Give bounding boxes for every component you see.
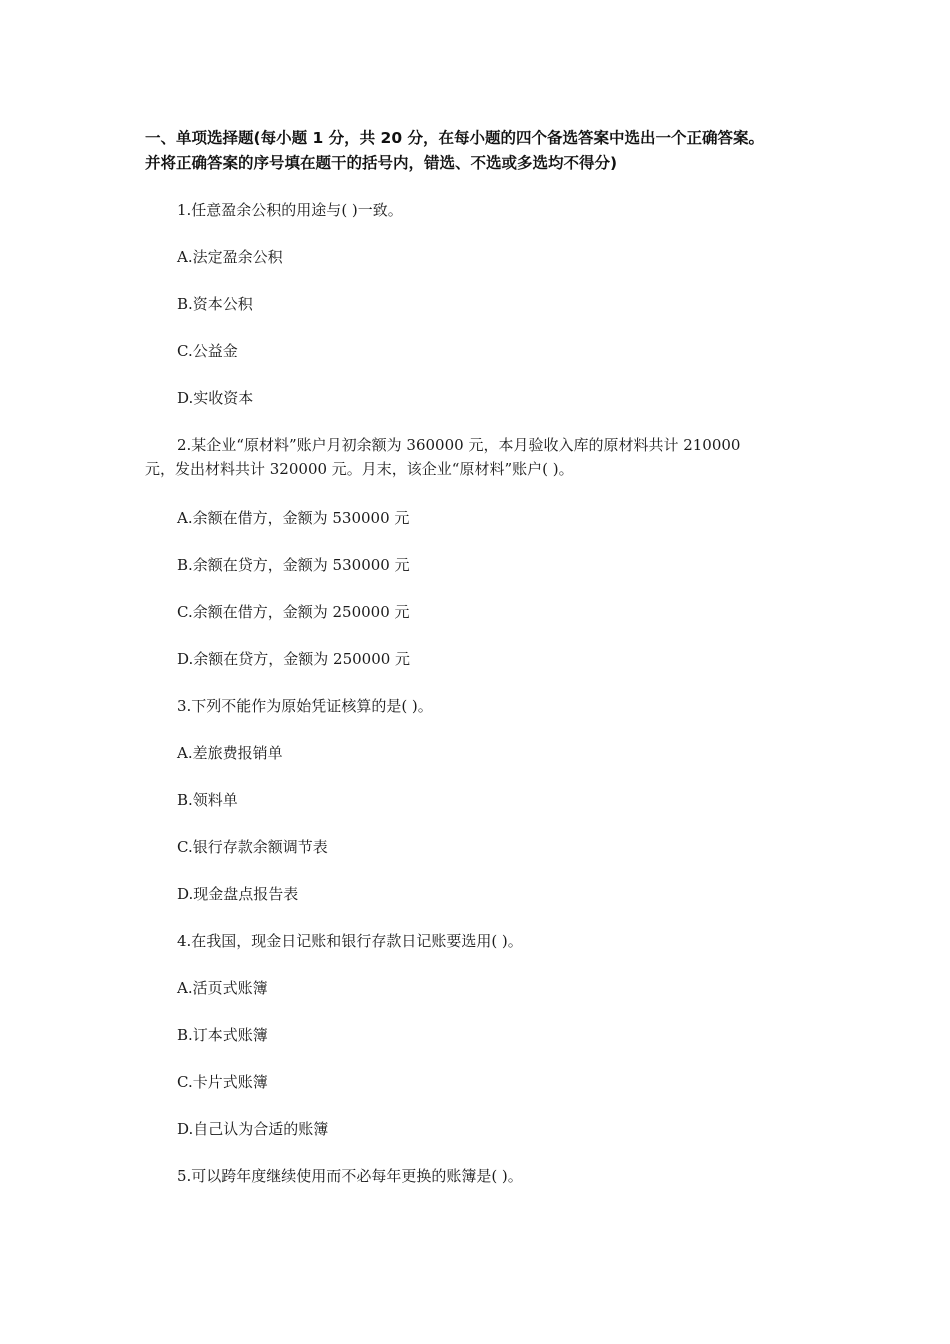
answer-option [145, 386, 815, 410]
section-heading-line: 并将正确答案的序号填在题干的括号内，错选、不选或多选均不得分) [145, 154, 618, 172]
section-heading-line: 一、单项选择题(每小题 1 分，共 20 分，在每小题的四个备选答案中选出一个正确答案。 [145, 129, 765, 147]
question-stem [145, 433, 815, 481]
paragraph-line: C.卡片式账簿 [177, 1073, 268, 1091]
answer-option [145, 1023, 815, 1047]
paragraph-line: A.活页式账簿 [177, 979, 268, 997]
answer-option [145, 245, 815, 269]
answer-option [145, 647, 815, 671]
section-heading [145, 126, 825, 176]
question-stem [145, 929, 815, 953]
paragraph-line: 2.某企业“原材料”账户月初余额为 360000 元，本月验收入库的原材料共计 210000 [177, 436, 741, 454]
paragraph-line: A.法定盈余公积 [177, 248, 283, 266]
paragraph-line: A.余额在借方，金额为 530000 元 [177, 509, 410, 527]
answer-option [145, 1117, 815, 1141]
paragraph-line: D.自己认为合适的账簿 [177, 1120, 329, 1138]
paragraph-line: B.领料单 [177, 791, 238, 809]
answer-option [145, 788, 815, 812]
paragraph-line: C.余额在借方，金额为 250000 元 [177, 603, 410, 621]
answer-option [145, 600, 815, 624]
answer-option [145, 835, 815, 859]
paragraph-line: B.余额在贷方，金额为 530000 元 [177, 556, 410, 574]
paragraph-line: D.余额在贷方，金额为 250000 元 [177, 650, 411, 668]
paragraph-line: C.公益金 [177, 342, 238, 360]
paragraph-line: D.现金盘点报告表 [177, 885, 299, 903]
answer-option [145, 1070, 815, 1094]
paragraph-line: C.银行存款余额调节表 [177, 838, 328, 856]
paragraph-line: 元，发出材料共计 320000 元。月末，该企业“原材料”账户( )。 [145, 460, 574, 478]
answer-option [145, 506, 815, 530]
paragraph-line: B.订本式账簿 [177, 1026, 268, 1044]
paragraph-line: A.差旅费报销单 [177, 744, 283, 762]
paragraph-line: 5.可以跨年度继续使用而不必每年更换的账簿是( )。 [177, 1167, 523, 1185]
question-stem [145, 198, 815, 222]
answer-option [145, 292, 815, 316]
answer-option [145, 976, 815, 1000]
paragraph-line: 3.下列不能作为原始凭证核算的是( )。 [177, 697, 433, 715]
answer-option [145, 339, 815, 363]
paragraph-line: 4.在我国，现金日记账和银行存款日记账要选用( )。 [177, 932, 523, 950]
paragraph-line: D.实收资本 [177, 389, 254, 407]
answer-option [145, 741, 815, 765]
question-stem [145, 1164, 815, 1188]
question-stem [145, 694, 815, 718]
paragraph-line: B.资本公积 [177, 295, 253, 313]
paragraph-line: 1.任意盈余公积的用途与( )一致。 [177, 201, 403, 219]
answer-option [145, 882, 815, 906]
answer-option [145, 553, 815, 577]
